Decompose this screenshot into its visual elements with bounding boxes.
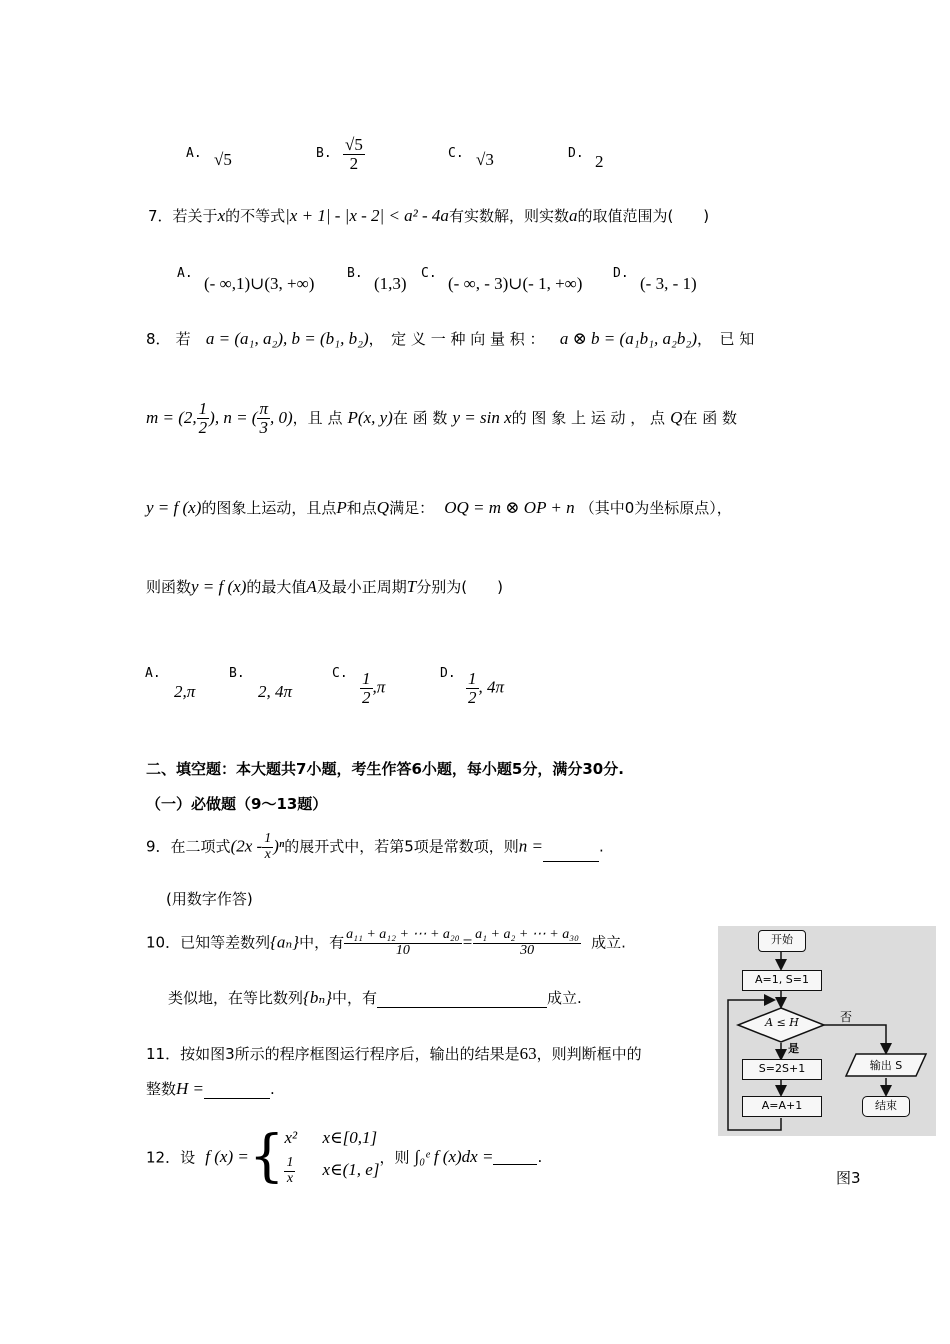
q8-line-3 <box>146 497 732 518</box>
q9-text-3: . <box>598 837 604 856</box>
q8-vector-product: a ⊗ b = (a₁b₁, a₂b₂) <box>559 329 697 348</box>
q9-n: n = <box>518 836 543 856</box>
q8-c-numerator: 1 <box>362 669 371 688</box>
q7-var-x: x <box>217 206 226 225</box>
q6-option-c-label: C. <box>448 146 464 161</box>
q7-option-b-label: B. <box>347 266 363 281</box>
q10-left-denominator: 10 <box>395 942 410 958</box>
q7-option-d-value: (- 3, - 1) <box>640 274 697 293</box>
q12-text-3: . <box>537 1148 543 1167</box>
q6-b-denominator: 2 <box>349 153 359 173</box>
q7-text-4: 的取值范围为( ) <box>577 207 710 225</box>
q8-option-d-label: D. <box>440 666 456 681</box>
q12-case-2-denominator: x <box>286 1170 294 1186</box>
q9-stem <box>146 832 604 862</box>
q12-text-1: 设 <box>180 1148 196 1167</box>
q11-number: 11． <box>146 1045 181 1063</box>
q8-text-3: ， 已 知 <box>697 330 755 348</box>
section2-subtitle: （一）必做题（9～13题） <box>146 795 328 813</box>
q8-text-2: ， 定 义 一 种 向 量 积 ： <box>368 330 545 348</box>
q10-equals: = <box>461 932 474 952</box>
q8-option-c-value <box>360 670 385 707</box>
q10-answer-blank[interactable] <box>377 993 547 1008</box>
q8-n-post: , 0) <box>270 407 293 427</box>
q6-b-numerator: √5 <box>345 135 363 154</box>
q11-text-3: 整数 <box>146 1080 177 1098</box>
q12-case-2-domain: x∈(1, e] <box>322 1160 380 1180</box>
section2-title: 二、填空题：本大题共7小题，考生作答6小题，每小题5分，满分30分. <box>146 760 624 778</box>
q10-left-numerator: a₁₁ + a₁₂ + ⋯ + a₂₀ <box>346 927 460 942</box>
q8-period-t: T <box>406 577 417 596</box>
q12-case-2-numerator: 1 <box>286 1155 294 1170</box>
q12-piecewise-cases <box>284 1128 379 1186</box>
q11-text-4: . <box>270 1080 275 1098</box>
q10-right-numerator: a₁ + a₂ + ⋯ + a₃₀ <box>475 927 579 942</box>
q8-option-c-label: C. <box>332 666 348 681</box>
q9-text-1: 在二项式 <box>170 837 231 856</box>
q7-option-d-label: D. <box>613 266 629 281</box>
q7-option-c-label: C. <box>421 266 437 281</box>
q6-option-b-value <box>343 136 365 173</box>
q8-text-8: 的图象上运动，且点 <box>201 499 337 517</box>
q12-stem: 12．设 f (x) ={ x² x∈[0,1] $\frac{1}{x}$ x∈(1, e] ，则 ∫₀ᵉ f (x)dx = . <box>146 1124 543 1190</box>
q8-text-5: 在 函 数 <box>392 408 448 427</box>
q8-c-denominator: 2 <box>362 687 371 707</box>
flowchart-update-a: A=A+1 <box>742 1096 822 1117</box>
q8-option-d-value <box>466 670 504 707</box>
flowchart-start: 开始 <box>758 930 806 952</box>
q8-text-15: 分别为( ) <box>416 578 503 596</box>
q8-m-denominator: 2 <box>198 417 208 437</box>
q11-answer-blank[interactable] <box>204 1084 270 1099</box>
q10-number: 10． <box>146 933 181 952</box>
q12-case-1-expr: x² <box>284 1128 298 1147</box>
q10-text-5: 中，有 <box>332 989 378 1007</box>
q7-var-a: a <box>568 206 578 225</box>
q7-option-c-value: (- ∞, - 3)∪(- 1, +∞) <box>448 274 583 293</box>
q8-text-11: （其中0为坐标原点）， <box>579 499 732 517</box>
q10-text-4: 类似地，在等比数列 <box>168 989 304 1007</box>
q8-p-2: P <box>336 498 347 517</box>
q6-option-c-value: √3 <box>476 150 494 169</box>
q8-definition: a = (a₁, a₂), b = (b₁, b₂) <box>205 329 369 348</box>
q8-text-9: 和点 <box>346 499 377 517</box>
q10-text-3: 成立. <box>591 933 626 952</box>
q7-inequality: |x + 1| - |x - 2| < a² - 4a <box>285 206 449 225</box>
flowchart-init: A=1, S=1 <box>742 970 822 991</box>
q10-right-denominator: 30 <box>520 942 535 958</box>
q9-expr-numerator: 1 <box>264 831 272 846</box>
q12-answer-blank[interactable] <box>493 1150 537 1165</box>
flowchart-figure <box>718 926 936 1136</box>
q8-text-13: 的最大值 <box>246 578 307 596</box>
q8-text-4: ，且 点 <box>292 408 343 427</box>
q8-text-10: 满足： <box>389 499 435 517</box>
q11-text-1: 按如图3所示的程序框图运行程序后，输出的结果是 <box>180 1045 520 1063</box>
q12-integral: ∫₀ᵉ f (x)dx = <box>414 1147 494 1167</box>
q9-expr-post: )ⁿ <box>273 836 285 856</box>
q8-sin-function: y = sin x <box>452 407 512 427</box>
q9-note: (用数字作答) <box>166 890 253 908</box>
q8-m-prefix: m = (2, <box>146 407 197 427</box>
q8-line-4 <box>146 576 503 597</box>
q8-option-a-label: A. <box>145 666 161 681</box>
q8-m-mid: ), n = ( <box>209 407 258 427</box>
q8-c-post: ,π <box>372 677 386 697</box>
q12-case-1-domain: x∈[0,1] <box>322 1128 378 1147</box>
q8-d-numerator: 1 <box>468 669 477 688</box>
q6-option-b-label: B. <box>316 146 332 161</box>
q10-line-1 <box>146 928 626 958</box>
q7-text-2: 的不等式 <box>225 207 286 225</box>
q8-text-12: 则函数 <box>146 578 192 596</box>
q12-function: f (x) = <box>205 1147 249 1167</box>
q7-option-a-label: A. <box>177 266 193 281</box>
q10-text-6: 成立. <box>547 989 582 1007</box>
flowchart-update-s: S=2S+1 <box>742 1059 822 1080</box>
flowchart-caption: 图3 <box>836 1169 861 1187</box>
q10-line-2 <box>168 987 582 1008</box>
flowchart-yes-label: 是 <box>788 1042 799 1055</box>
q6-option-d-label: D. <box>568 146 584 161</box>
q12-text-2: ，则 <box>379 1148 410 1167</box>
q9-text-2: 的展开式中，若第5项是常数项，则 <box>284 837 519 856</box>
q8-line-1 <box>146 328 754 349</box>
q6-option-a-value: √5 <box>214 150 232 169</box>
q8-option-b-value: 2, 4π <box>258 682 293 701</box>
q8-max-a: A <box>306 577 317 596</box>
q9-number: 9． <box>146 837 171 856</box>
flowchart-condition: A ≤ H <box>765 1016 799 1029</box>
flowchart-output: 输出 S <box>869 1059 903 1072</box>
q7-text-3: 有实数解，则实数 <box>448 207 569 225</box>
q12-number: 12． <box>146 1148 181 1167</box>
q8-relation: OQ = m ⊗ OP + n <box>444 498 575 517</box>
q11-line-1 <box>146 1043 642 1064</box>
q8-number: 8． <box>146 330 171 348</box>
q7-option-b-value: (1,3) <box>374 274 407 293</box>
flowchart-end: 结束 <box>862 1096 910 1117</box>
q11-value: 63 <box>519 1044 537 1063</box>
q10-sequence-a: {aₙ} <box>270 932 300 952</box>
q8-d-post: , 4π <box>478 677 505 697</box>
q10-sequence-b: {bₙ} <box>303 988 333 1007</box>
q8-d-denominator: 2 <box>468 687 477 707</box>
q11-line-2 <box>146 1078 275 1099</box>
q6-option-a-label: A. <box>186 146 202 161</box>
q7-text-1: 若关于 <box>172 207 218 225</box>
q8-function-f-2: y = f (x) <box>191 577 247 596</box>
q8-line-2 <box>146 400 737 437</box>
q8-text-1: 若 <box>175 330 191 348</box>
q10-text-1: 已知等差数列 <box>180 933 271 952</box>
q7-number: 7． <box>148 207 173 225</box>
q11-text-2: ，则判断框中的 <box>536 1045 642 1063</box>
q8-n-denominator: 3 <box>259 417 268 437</box>
q7-stem <box>148 205 709 226</box>
q8-text-6: 的 图 象 上 运 动 ， 点 <box>511 408 666 427</box>
q8-point-p: P(x, y) <box>347 407 393 427</box>
q9-answer-blank[interactable] <box>543 847 599 862</box>
q6-option-d-value: 2 <box>595 152 604 171</box>
q8-n-numerator: π <box>259 399 268 418</box>
q7-option-a-value: (- ∞,1)∪(3, +∞) <box>204 274 315 293</box>
q8-m-numerator: 1 <box>198 399 208 418</box>
q11-h: H = <box>176 1079 205 1098</box>
q8-text-14: 及最小正周期 <box>316 578 407 596</box>
q8-text-7: 在 函 数 <box>682 408 737 427</box>
q8-option-b-label: B. <box>229 666 245 681</box>
q10-text-2: 中，有 <box>299 933 345 952</box>
q8-point-q: Q <box>670 407 683 427</box>
q9-expr-denominator: x <box>264 846 271 862</box>
q8-q-2: Q <box>376 498 390 517</box>
q8-option-a-value: 2,π <box>174 682 196 701</box>
flowchart-no-label: 否 <box>840 1010 853 1024</box>
q9-expr-pre: (2x - <box>230 836 263 856</box>
q8-function-f: y = f (x) <box>146 498 202 517</box>
